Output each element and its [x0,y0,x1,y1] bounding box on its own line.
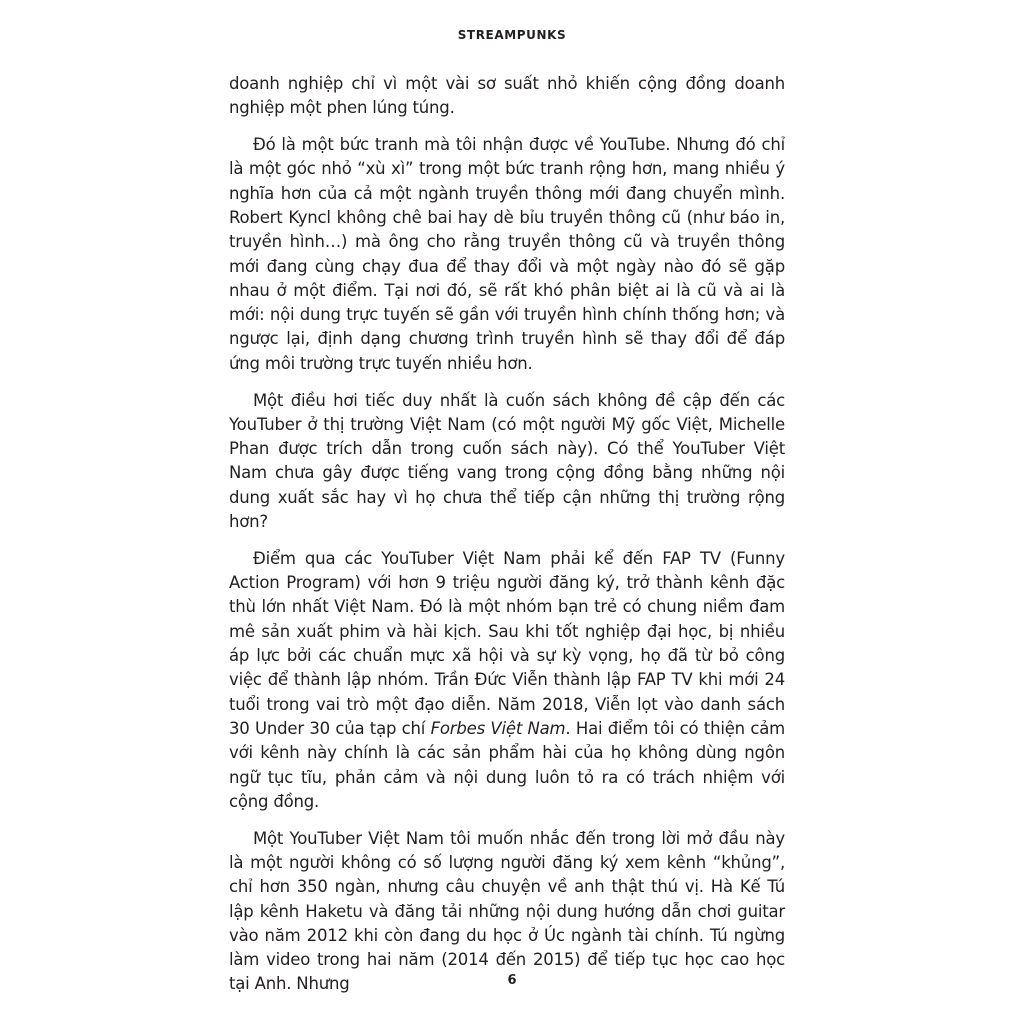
paragraph-continuation: doanh nghiệp chỉ vì một vài sơ suất nhỏ khiến cộng đồng doanh nghiệp một phen lúng túng. [229,74,785,118]
running-header: STREAMPUNKS [457,28,567,42]
paragraph-fap-tv [229,547,785,814]
fap-tv-text-after: . Hai điểm tôi có thiện cảm với kênh này chính là các sản phẩm hài của họ không dùng ngôn ngữ tục tĩu, phản cảm và nội dung luôn tỏ ra có trách nhiệm với cộng đồng. [229,718,785,811]
paragraph-youtube-picture: Đó là một bức tranh mà tôi nhận được về YouTube. Nhưng đó chỉ là một góc nhỏ “xù xì” trong một bức tranh rộng hơn, mang nhiều ý nghĩa hơn của cả một ngành truyền thông mới đang chuyển mình. Robert Kyncl không chê bai hay dè bỉu truyền thông cũ (như báo in, truyền hình…) mà ông cho rằng truyền thông cũ và truyền thông mới đang cùng chạy đua để thay đổi và một ngày nào đó sẽ gặp nhau ở một điểm. Tại nơi đó, sẽ rất khó phân biệt ai là cũ và ai là mới: nội dung trực tuyến sẽ gần với truyền hình chính thống hơn; và ngược lại, định dạng chương trình truyền hình sẽ thay đổi để đáp ứng môi trường trực tuyến nhiều hơn. [229,135,785,373]
fap-tv-text-before: Điểm qua các YouTuber Việt Nam phải kể đến FAP TV (Funny Action Program) với hơn 9 triệu người đăng ký, trở thành kênh đặc thù lớn nhất Việt Nam. Đó là một nhóm bạn trẻ có chung niềm đam mê sản xuất phim và hài kịch. Sau khi tốt nghiệp đại học, bị nhiều áp lực bởi các chuẩn mực xã hội và sự kỳ vọng, họ đã từ bỏ công việc để thành lập nhóm. Trần Đức Viễn thành lập FAP TV khi mới 24 tuổi trong vai trò một đạo diễn. Năm 2018, Viễn lọt vào danh sách 30 Under 30 của tạp chí [229,548,785,738]
paragraph-haketu: Một YouTuber Việt Nam tôi muốn nhắc đến trong lời mở đầu này là một người không có số lượng người đăng ký xem kênh “khủng”, chỉ hơn 350 ngàn, nhưng câu chuyện về anh thật thú vị. Hà Kế Tú lập kênh Haketu và đăng tải những nội dung hướng dẫn chơi guitar vào năm 2012 khi còn đang du học ở Úc ngành tài chính. Tú ngừng làm video trong hai năm (2014 đến 2015) để tiếp tục học cao học tại Anh. Nhưng [229,828,785,994]
body-text [229,72,785,1009]
paragraph-vietnam-youtubers: Một điều hơi tiếc duy nhất là cuốn sách không đề cập đến các YouTuber ở thị trường Việt Nam (có một người Mỹ gốc Việt, Michelle Phan được trích dẫn trong cuốn sách này). Có thể YouTuber Việt Nam chưa gây được tiếng vang trong cộng đồng bằng những nội dung xuất sắc hay vì họ chưa thể tiếp cận những thị trường rộng hơn? [229,390,785,532]
forbes-title: Forbes Việt Nam [430,718,566,738]
page-number: 6 [507,973,517,988]
